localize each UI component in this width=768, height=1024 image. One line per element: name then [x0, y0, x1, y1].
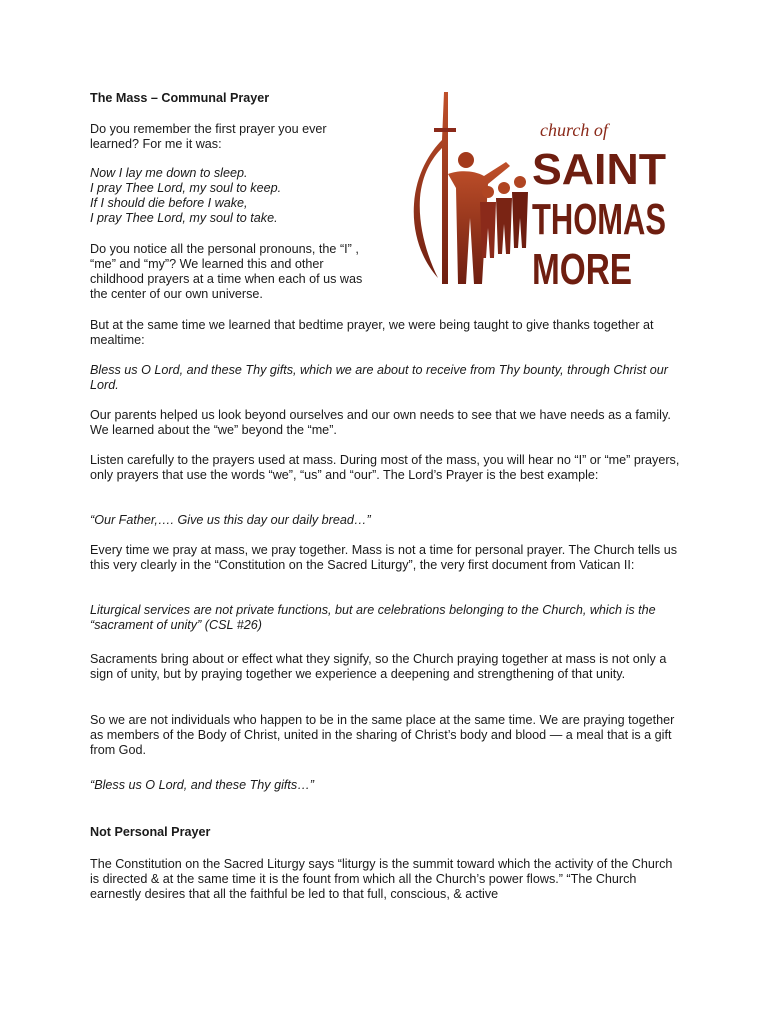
logo-line-saint: SAINT — [532, 145, 667, 194]
intro-paragraph — [90, 122, 410, 152]
bedtime-line-4: I pray Thee Lord, my soul to take. — [90, 211, 278, 225]
intro-line-2: learned? For me it was: — [90, 137, 222, 151]
pronouns-line-2: “me” and “my”? We learned this and other — [90, 257, 324, 271]
pronouns-paragraph — [90, 242, 410, 302]
our-father-quote: “Our Father,…. Give us this day our daily bread…” — [90, 513, 371, 527]
pray-together-paragraph: Every time we pray at mass, we pray together. Mass is not a time for personal prayer. The Church tells us this very clearly in the “Constitution on the Sacred Liturgy”, the very first document from Vatican II: — [90, 543, 678, 572]
logo-line-more: MORE — [532, 245, 632, 294]
cross-bar — [434, 128, 456, 132]
logo-line-church-of: church of — [540, 120, 608, 140]
heading-not-personal-prayer: Not Personal Prayer — [90, 825, 211, 839]
bless-us-quote: “Bless us O Lord, and these Thy gifts…” — [90, 778, 314, 792]
sacraments-paragraph: Sacraments bring about or effect what they signify, so the Church praying together at mass is not only a sign of unity, but by praying together we experience a deepening and strengthening of that unity. — [90, 652, 667, 681]
pronouns-line-1: Do you notice all the personal pronouns, the “I” , — [90, 242, 359, 256]
child-body-1 — [480, 202, 496, 258]
child-body-3 — [512, 192, 528, 248]
child-head-2 — [498, 182, 510, 194]
bedtime-line-2: I pray Thee Lord, my soul to keep. — [90, 181, 282, 195]
bedtime-prayer — [90, 166, 410, 226]
csl-quote: Liturgical services are not private functions, but are celebrations belonging to the Church, which is the “sacrament of unity” (CSL #26) — [90, 603, 656, 632]
listen-paragraph: Listen carefully to the prayers used at mass. During most of the mass, you will hear no “I” or “me” prayers, only prayers that use the words “we”, “us” and “our”. The Lord’s Prayer is the best example: — [90, 453, 680, 482]
heading-the-mass: The Mass – Communal Prayer — [90, 91, 270, 105]
mealtime-paragraph: But at the same time we learned that bedtime prayer, we were being taught to give thanks together at mealtime: — [90, 318, 654, 347]
child-head-3 — [514, 176, 526, 188]
child-body-2 — [496, 198, 512, 254]
figure-head — [458, 152, 474, 168]
not-individuals-paragraph: So we are not individuals who happen to be in the same place at the same time. We are praying together as members of the Body of Christ, united in the sharing of Christ’s body and blood — a meal that is a gift from God. — [90, 713, 675, 757]
church-logo — [408, 88, 670, 292]
pronouns-line-4: the center of our own universe. — [90, 287, 263, 301]
bedtime-line-1: Now I lay me down to sleep. — [90, 166, 248, 180]
bedtime-line-3: If I should die before I wake, — [90, 196, 248, 210]
child-head-1 — [482, 186, 494, 198]
logo-line-thomas: THOMAS — [532, 195, 666, 244]
mealtime-prayer: Bless us O Lord, and these Thy gifts, which we are about to receive from Thy bounty, through Christ our Lord. — [90, 363, 668, 392]
pronouns-line-3: childhood prayers at a time when each of us was — [90, 272, 363, 286]
cross-flame-shape — [414, 92, 448, 284]
parents-paragraph: Our parents helped us look beyond ourselves and our own needs to see that we have needs as a family. We learned about the “we” beyond the “me”. — [90, 408, 671, 437]
constitution-paragraph: The Constitution on the Sacred Liturgy says “liturgy is the summit toward which the activity of the Church is directed & at the same time it is the fount from which all the Church’s power flows.” “The Church earnestly desires that all the faithful be led to that full, conscious, & active — [90, 857, 673, 901]
intro-line-1: Do you remember the first prayer you ever — [90, 122, 327, 136]
